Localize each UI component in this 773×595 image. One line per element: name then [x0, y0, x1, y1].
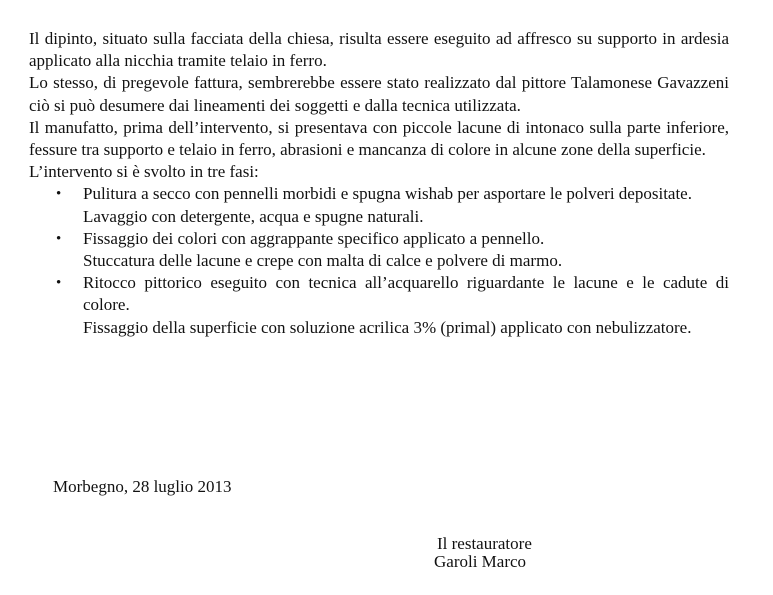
bullet-icon: • — [56, 230, 62, 247]
phase-text: Ritocco pittorico eseguito con tecnica all’acquarello riguardante le lacune e le cadute di colore. — [83, 273, 729, 315]
bullet-icon: • — [56, 186, 62, 203]
document-body — [29, 28, 729, 339]
list-item — [56, 228, 729, 272]
paragraph-condition: Il manufatto, prima dell’intervento, si presentava con piccole lacune di intonaco sulla parte inferiore, fessure tra supporto e telaio in ferro, abrasioni e mancanza di colore in alcune zone della superficie. — [29, 117, 729, 160]
phase-extra-text: Lavaggio con detergente, acqua e spugne naturali. — [83, 206, 424, 226]
phase-extra-text: Stuccatura delle lacune e crepe con malta di calce e polvere di marmo. — [83, 251, 563, 271]
bullet-icon: • — [56, 275, 62, 292]
paragraph-intervention-intro: L’intervento si è svolto in tre fasi: — [29, 162, 259, 182]
signature-role: Il restauratore — [437, 534, 532, 553]
place-date: Morbegno, 28 luglio 2013 — [53, 477, 232, 496]
paragraph-attribution: Lo stesso, di pregevole fattura, sembrerebbe essere stato realizzato dal pittore Talamonese Gavazzeni ciò si può desumere dai lineamenti dei soggetti e dalla tecnica utilizzata. — [29, 73, 729, 115]
phase-text: Fissaggio dei colori con aggrappante specifico applicato a pennello. — [83, 228, 545, 248]
phase-extra-text: Fissaggio della superficie con soluzione acrilica 3% (primal) applicato con nebulizzatore. — [83, 317, 692, 337]
list-item — [56, 272, 729, 339]
phases-list — [29, 183, 729, 338]
paragraph-description: Il dipinto, situato sulla facciata della chiesa, risulta essere eseguito ad affresco su supporto in ardesia applicato alla nicchia tramite telaio in ferro. — [29, 29, 729, 71]
signature-name: Garoli Marco — [434, 552, 527, 571]
list-item — [56, 183, 729, 227]
phase-text: Pulitura a secco con pennelli morbidi e spugna wishab per asportare le polveri depositate. — [83, 184, 692, 204]
